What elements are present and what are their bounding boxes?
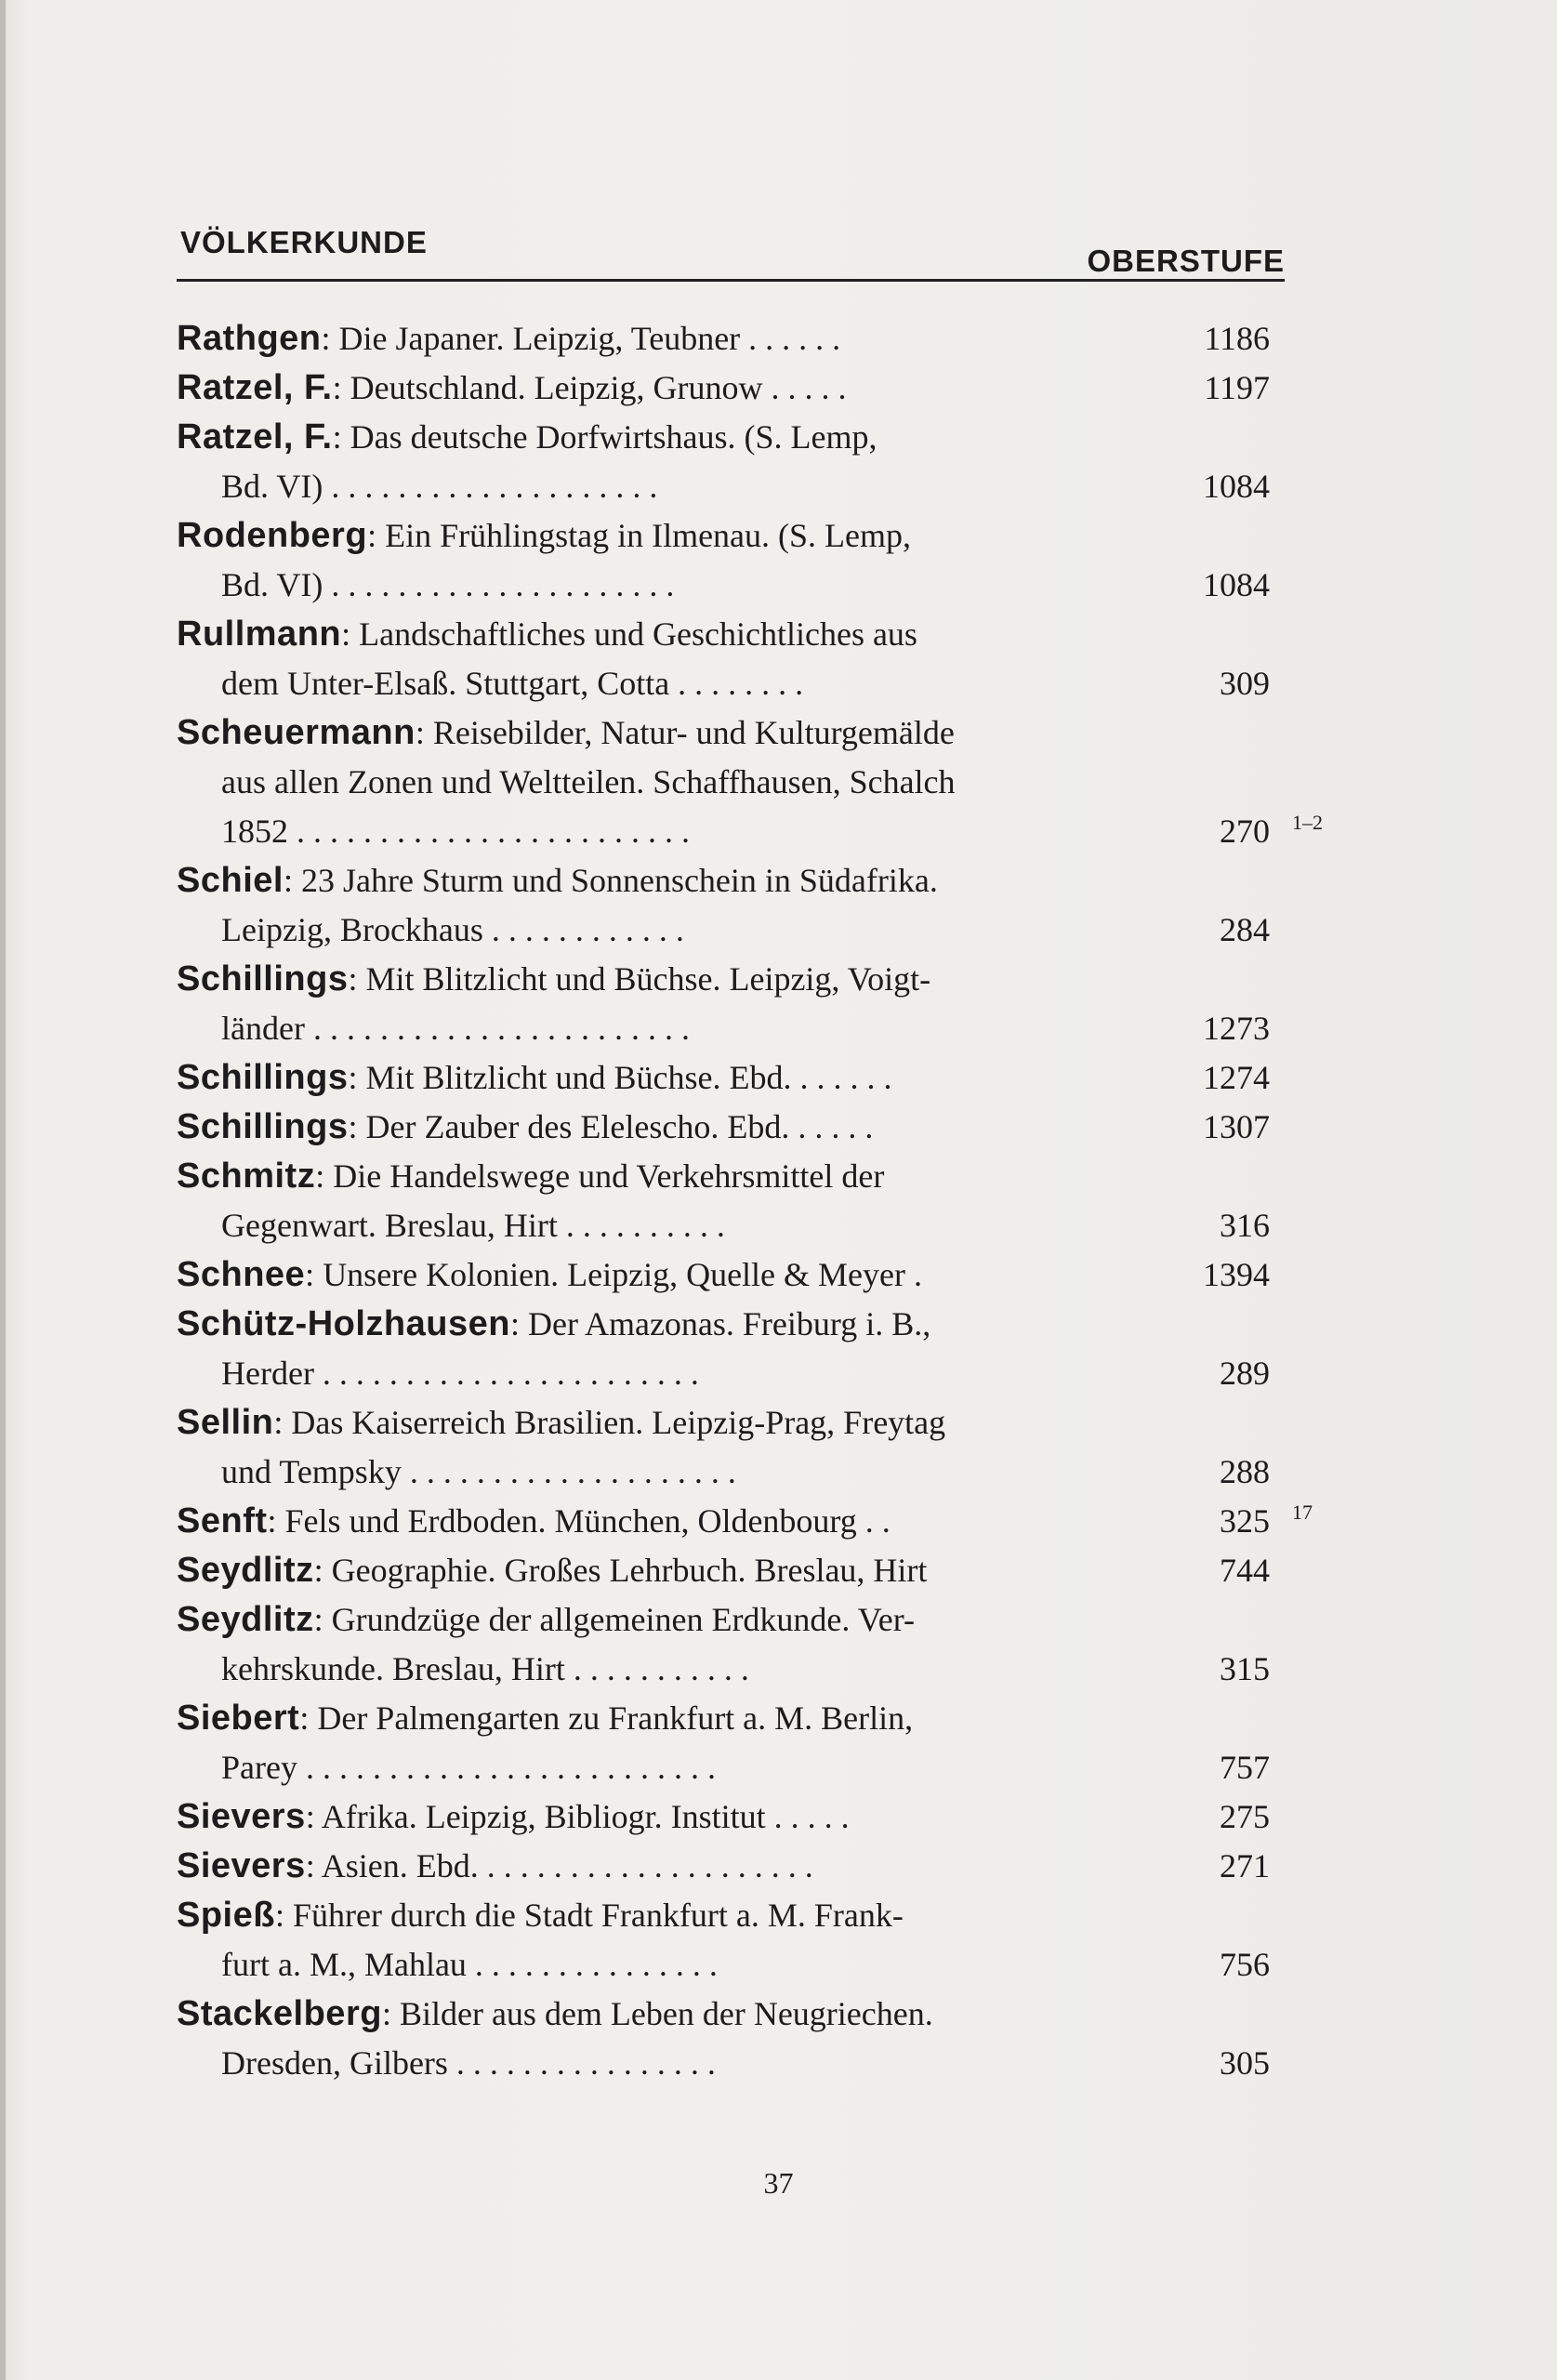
bibliography-entry — [177, 1990, 1285, 2088]
author-separator: : — [305, 1256, 323, 1293]
author-separator: : — [305, 1847, 322, 1884]
entry-number: 744 — [1220, 1552, 1270, 1589]
entry-author: Seydlitz — [177, 1551, 314, 1590]
entry-text: Dresden, Gilbers . . . . . . . . . . . . . . . . — [221, 2044, 716, 2082]
entry-text: Bilder aus dem Leben der Neugriechen. — [399, 1995, 933, 2032]
entry-first-line — [177, 1250, 1285, 1300]
bibliography-list — [177, 314, 1323, 2088]
entry-text: Ein Frühlingstag in Ilmenau. (S. Lemp, — [385, 517, 912, 554]
bibliography-entry — [177, 413, 1285, 511]
bibliography-entry — [177, 1792, 1285, 1842]
entry-number: 1084 — [1203, 566, 1270, 603]
entry-first-line — [177, 1103, 1285, 1152]
entry-author: Ratzel, F. — [177, 368, 333, 407]
bibliography-entry — [177, 1546, 1285, 1595]
entry-continuation-line — [177, 1004, 1285, 1053]
entry-text: Das deutsche Dorfwirtshaus. (S. Lemp, — [350, 418, 877, 456]
entry-first-line — [177, 1792, 1285, 1842]
bibliography-entry — [177, 1497, 1313, 1546]
entry-number: 305 — [1220, 2044, 1270, 2082]
entry-number: 271 — [1220, 1847, 1270, 1884]
author-separator: : — [273, 1404, 292, 1441]
entry-author: Rodenberg — [177, 516, 368, 555]
entry-author: Sievers — [177, 1846, 306, 1885]
author-separator: : — [348, 1059, 366, 1096]
entry-number: 325 — [1220, 1502, 1270, 1540]
entry-number: 270 — [1220, 813, 1270, 850]
entry-text: Unsere Kolonien. Leipzig, Quelle & Meyer . — [323, 1256, 922, 1293]
entry-text: und Tempsky . . . . . . . . . . . . . . . . . . . . — [221, 1453, 736, 1490]
author-separator: : — [315, 1157, 334, 1195]
entry-text: Grundzüge der allgemeinen Erdkunde. Ver- — [331, 1601, 916, 1638]
page-edge — [0, 0, 6, 2380]
entry-text: Mit Blitzlicht und Büchse. Leipzig, Voigt- — [365, 960, 931, 998]
entry-number: 1197 — [1204, 369, 1270, 406]
entry-continuation-line — [177, 807, 1323, 856]
entry-text: Mit Blitzlicht und Büchse. Ebd. . . . . . . — [365, 1059, 892, 1096]
entry-author: Rathgen — [177, 319, 322, 358]
entry-first-line — [177, 1497, 1313, 1546]
entry-first-line — [177, 1546, 1285, 1595]
bibliography-entry — [177, 511, 1285, 610]
entry-number: 316 — [1220, 1207, 1270, 1244]
entry-text: Bd. VI) . . . . . . . . . . . . . . . . . . . . — [221, 468, 658, 505]
entry-number: 309 — [1220, 665, 1270, 702]
entry-text: Geographie. Großes Lehrbuch. Breslau, Hirt — [331, 1552, 928, 1589]
entry-first-line — [177, 856, 1285, 906]
entry-number: 275 — [1220, 1798, 1270, 1835]
entry-number: 315 — [1220, 1650, 1270, 1687]
author-separator: : — [274, 1897, 293, 1934]
entry-first-line — [177, 610, 1285, 659]
entry-number: 756 — [1220, 1946, 1270, 1983]
author-separator: : — [332, 369, 350, 406]
entry-number: 1084 — [1203, 468, 1270, 505]
entry-author: Senft — [177, 1501, 268, 1540]
entry-text: Afrika. Leipzig, Bibliogr. Institut . . . . . — [321, 1798, 850, 1835]
entry-author: Schütz-Holzhausen — [177, 1304, 510, 1343]
author-separator: : — [283, 862, 301, 899]
entry-text: Landschaftliches und Geschichtliches aus — [359, 615, 917, 653]
entry-author: Schnee — [177, 1255, 306, 1294]
entry-number: 288 — [1220, 1453, 1270, 1490]
bibliography-entry — [177, 1300, 1285, 1398]
entry-text: Der Amazonas. Freiburg i. B., — [527, 1305, 931, 1342]
entry-first-line — [177, 1990, 1285, 2039]
entry-text: länder . . . . . . . . . . . . . . . . . . . . . . . — [221, 1010, 690, 1047]
entry-first-line — [177, 1595, 1285, 1645]
entry-continuation-line — [177, 462, 1285, 511]
author-separator: : — [332, 418, 350, 456]
bibliography-entry — [177, 1250, 1285, 1300]
bibliography-entry — [177, 610, 1285, 708]
entry-first-line — [177, 1398, 1285, 1448]
bibliography-entry — [177, 364, 1285, 413]
entry-author: Stackelberg — [177, 1994, 382, 2033]
entry-text: Fels und Erdboden. München, Oldenbourg . . — [284, 1502, 891, 1540]
entry-continuation-line — [177, 1743, 1285, 1792]
bibliography-entry — [177, 314, 1285, 364]
entry-text: dem Unter-Elsaß. Stuttgart, Cotta . . . . . . . . — [221, 665, 804, 702]
entry-text: Deutschland. Leipzig, Grunow . . . . . — [350, 369, 847, 406]
entry-text: 23 Jahre Sturm und Sonnenschein in Südafrika. — [300, 862, 938, 899]
entry-author: Sellin — [177, 1403, 274, 1442]
entry-first-line — [177, 1891, 1285, 1940]
entry-first-line — [177, 364, 1285, 413]
entry-text: Asien. Ebd. . . . . . . . . . . . . . . . . . . . . — [321, 1847, 813, 1884]
author-separator: : — [381, 1995, 400, 2032]
entry-author: Schillings — [177, 1107, 349, 1146]
entry-first-line — [177, 708, 1285, 758]
bibliography-entry — [177, 708, 1323, 856]
entry-continuation-line — [177, 1645, 1285, 1694]
entry-text: Reisebilder, Natur- und Kulturgemälde — [432, 714, 955, 751]
page-number: 37 — [763, 2166, 794, 2200]
entry-text: Leipzig, Brockhaus . . . . . . . . . . . . — [221, 911, 684, 948]
entry-first-line — [177, 1694, 1285, 1743]
entry-author: Spieß — [177, 1896, 275, 1935]
entry-text: Herder . . . . . . . . . . . . . . . . . . . . . . . — [221, 1355, 699, 1392]
entry-text: aus allen Zonen und Weltteilen. Schaffhausen, Schalch — [221, 763, 956, 800]
entry-number: 1273 — [1203, 1010, 1270, 1047]
entry-author: Sievers — [177, 1797, 306, 1836]
entry-text: 1852 . . . . . . . . . . . . . . . . . . . . . . . . — [221, 813, 690, 850]
entry-text: furt a. M., Mahlau . . . . . . . . . . . . . . . — [221, 1946, 718, 1983]
author-separator: : — [305, 1798, 322, 1835]
bibliography-entry — [177, 1842, 1285, 1891]
entry-first-line — [177, 1053, 1285, 1103]
entry-author: Schmitz — [177, 1157, 316, 1196]
entry-marginal-mark: 1–2 — [1292, 811, 1323, 834]
entry-continuation-line — [177, 906, 1285, 955]
author-separator: : — [341, 615, 360, 653]
entry-author: Siebert — [177, 1699, 300, 1738]
entry-first-line — [177, 955, 1285, 1004]
entry-author: Rullmann — [177, 615, 342, 654]
entry-number: 284 — [1220, 911, 1270, 948]
entry-number: 1394 — [1203, 1256, 1270, 1293]
bibliography-entry — [177, 1053, 1285, 1103]
entry-continuation-line — [177, 2039, 1285, 2088]
bibliography-entry — [177, 1694, 1285, 1792]
entry-number: 289 — [1220, 1355, 1270, 1392]
entry-continuation-line — [177, 1201, 1285, 1250]
entry-continuation-line — [177, 659, 1285, 708]
bibliography-entry — [177, 1891, 1285, 1990]
entry-continuation-line — [177, 1448, 1285, 1497]
bibliography-entry — [177, 1152, 1285, 1250]
entry-author: Schillings — [177, 959, 349, 998]
entry-author: Scheuermann — [177, 713, 416, 752]
entry-text: Bd. VI) . . . . . . . . . . . . . . . . . . . . . — [221, 566, 675, 603]
entry-author: Schillings — [177, 1058, 349, 1097]
bibliography-entry — [177, 1103, 1285, 1152]
author-separator: : — [313, 1552, 332, 1589]
entry-text: Der Palmengarten zu Frankfurt a. M. Berlin, — [317, 1699, 914, 1737]
entry-continuation-line — [177, 561, 1285, 610]
running-head-right: OBERSTUFE — [1087, 244, 1285, 278]
author-separator: : — [367, 517, 386, 554]
entry-number: 1274 — [1203, 1059, 1270, 1096]
author-separator: : — [299, 1699, 318, 1737]
entry-first-line — [177, 1842, 1285, 1891]
author-separator: : — [348, 960, 366, 998]
entry-first-line — [177, 413, 1285, 462]
entry-author: Ratzel, F. — [177, 417, 333, 456]
entry-first-line — [177, 1300, 1285, 1349]
entry-text: Führer durch die Stadt Frankfurt a. M. Frank- — [292, 1897, 904, 1934]
entry-text: kehrskunde. Breslau, Hirt . . . . . . . . . . . — [221, 1650, 749, 1687]
bibliography-entry — [177, 856, 1285, 955]
entry-continuation-line — [177, 758, 1285, 807]
running-head-left: VÖLKERKUNDE — [180, 225, 428, 259]
entry-continuation-line — [177, 1940, 1285, 1990]
author-separator: : — [321, 320, 339, 357]
entry-author: Schiel — [177, 861, 284, 900]
author-separator: : — [267, 1502, 285, 1540]
entry-text: Das Kaiserreich Brasilien. Leipzig-Prag, Freytag — [291, 1404, 946, 1441]
entry-text: Parey . . . . . . . . . . . . . . . . . . . . . . . . . — [221, 1749, 716, 1786]
entry-author: Seydlitz — [177, 1600, 314, 1639]
entry-text: Die Japaner. Leipzig, Teubner . . . . . . — [338, 320, 841, 357]
entry-text: Der Zauber des Elelescho. Ebd. . . . . . — [365, 1108, 874, 1145]
entry-number: 1186 — [1204, 320, 1270, 357]
entry-first-line — [177, 314, 1285, 364]
bibliography-entry — [177, 955, 1285, 1053]
running-head — [177, 223, 1285, 282]
entry-continuation-line — [177, 1349, 1285, 1398]
bibliography-entry — [177, 1398, 1285, 1497]
author-separator: : — [415, 714, 433, 751]
entry-text: Die Handelswege und Verkehrsmittel der — [333, 1157, 885, 1195]
entry-first-line — [177, 1152, 1285, 1201]
author-separator: : — [509, 1305, 528, 1342]
author-separator: : — [313, 1601, 332, 1638]
entry-first-line — [177, 511, 1285, 561]
bibliography-entry — [177, 1595, 1285, 1694]
entry-number: 1307 — [1203, 1108, 1270, 1145]
entry-number: 757 — [1220, 1749, 1270, 1786]
entry-text: Gegenwart. Breslau, Hirt . . . . . . . . . . — [221, 1207, 725, 1244]
entry-marginal-mark: 17 — [1292, 1501, 1313, 1524]
author-separator: : — [348, 1108, 366, 1145]
